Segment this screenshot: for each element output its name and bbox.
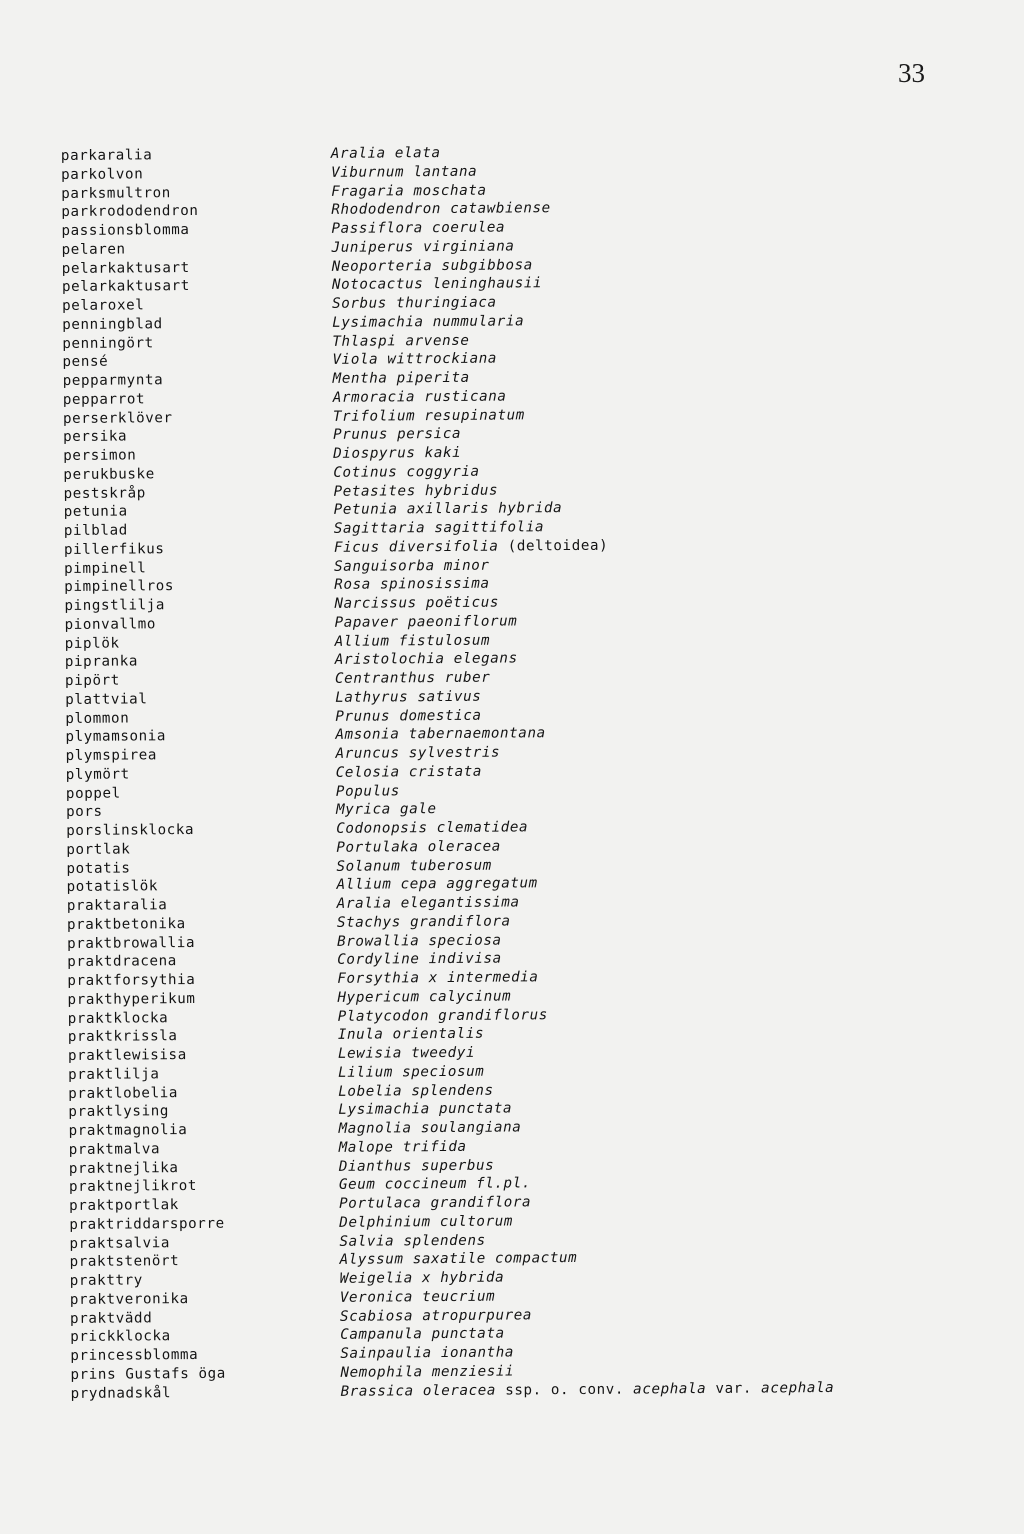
latin-name xyxy=(335,706,481,726)
latin-name xyxy=(334,518,544,538)
latin-part: Platycodon grandiflorus xyxy=(337,1006,548,1025)
latin-name xyxy=(335,650,518,670)
latin-name xyxy=(341,1378,835,1401)
swedish-name: praktklocka xyxy=(67,1009,169,1027)
swedish-name: pestskråp xyxy=(63,484,146,502)
swedish-name: praktportlak xyxy=(69,1197,179,1214)
latin-name xyxy=(335,669,491,689)
latin-part: Lysimachia nummularia xyxy=(332,313,525,331)
swedish-name: pipört xyxy=(64,672,120,689)
swedish-name: praktmalva xyxy=(68,1140,161,1158)
swedish-name: prakthyperikum xyxy=(67,990,196,1008)
swedish-name: pelarkaktusart xyxy=(61,278,190,296)
latin-part: Sagittaria sagittifolia xyxy=(333,519,545,537)
latin-part: Petunia axillaris hybrida xyxy=(333,500,563,519)
swedish-name: praktlysing xyxy=(68,1103,170,1121)
latin-name xyxy=(336,744,501,764)
latin-name xyxy=(331,162,477,182)
latin-name xyxy=(337,893,520,913)
latin-part: Diospyrus kaki xyxy=(333,444,462,462)
latin-name xyxy=(338,1044,475,1064)
latin-part: Rosa spinosissima xyxy=(334,575,490,594)
latin-part: Fragaria moschata xyxy=(331,182,487,200)
latin-part: Forsythia x intermedia xyxy=(337,969,539,987)
latin-part: Brassica oleracea xyxy=(340,1382,497,1400)
swedish-name: passionsblomma xyxy=(61,221,190,239)
latin-name xyxy=(337,931,502,951)
latin-name xyxy=(335,631,491,651)
latin-name xyxy=(336,762,482,782)
latin-part: Viola wittrockiana xyxy=(332,350,498,369)
latin-name xyxy=(333,369,470,389)
swedish-name: petunia xyxy=(63,503,128,521)
latin-name xyxy=(332,294,497,314)
latin-part: Allium fistulosum xyxy=(334,632,491,650)
latin-name xyxy=(340,1343,514,1363)
swedish-name: pipranka xyxy=(64,653,139,671)
latin-part: Trifolium resupinatum xyxy=(332,406,525,425)
latin-name xyxy=(334,575,490,595)
swedish-name: pingstlilja xyxy=(64,597,166,614)
latin-part: Cordyline indivisa xyxy=(337,950,502,969)
latin-name xyxy=(332,256,533,276)
swedish-name: plommon xyxy=(65,709,130,727)
latin-part: Magnolia soulangiana xyxy=(338,1119,522,1137)
latin-part: Lilium speciosum xyxy=(338,1063,485,1081)
swedish-name: pimpinellros xyxy=(64,578,175,596)
latin-name xyxy=(338,1062,484,1082)
swedish-name: pepparrot xyxy=(62,391,146,408)
swedish-name: praktsalvia xyxy=(69,1234,171,1252)
latin-part: Prunus persica xyxy=(333,426,462,444)
latin-part: Viburnum lantana xyxy=(330,163,478,181)
latin-part: Scabiosa atropurpurea xyxy=(339,1306,533,1325)
latin-part: Geum coccineum fl.pl. xyxy=(338,1175,532,1194)
latin-name xyxy=(335,687,481,707)
latin-name xyxy=(334,536,608,557)
latin-part: Amsonia tabernaemontana xyxy=(335,725,546,744)
latin-name xyxy=(333,444,461,464)
swedish-name: pensé xyxy=(62,353,109,371)
swedish-name: praktvädd xyxy=(69,1309,153,1327)
latin-part: Allium cepa aggregatum xyxy=(336,875,538,894)
swedish-name: prydnadskål xyxy=(70,1384,172,1402)
swedish-name: prins Gustafs öga xyxy=(70,1365,226,1383)
latin-name xyxy=(332,331,469,351)
latin-part: Myrica gale xyxy=(335,801,437,819)
latin-part: Salvia splendens xyxy=(339,1232,486,1250)
latin-name xyxy=(337,968,538,988)
latin-part: Sainpaulia ionantha xyxy=(340,1344,515,1362)
swedish-name: potatis xyxy=(66,859,131,877)
swedish-name: pelaren xyxy=(61,241,126,258)
latin-part: Lewisia tweedyi xyxy=(337,1044,476,1062)
swedish-name: praktlilja xyxy=(68,1065,160,1083)
latin-name xyxy=(332,350,497,370)
swedish-name: pelarkaktusart xyxy=(61,259,190,277)
swedish-name: princessblomma xyxy=(70,1346,199,1364)
swedish-name: praktlobelia xyxy=(68,1084,179,1102)
latin-name xyxy=(340,1269,505,1289)
latin-name xyxy=(340,1362,514,1382)
latin-part: Veronica teucrium xyxy=(339,1288,496,1306)
latin-name xyxy=(337,987,511,1007)
latin-name xyxy=(331,199,551,219)
swedish-name: perukbuske xyxy=(63,466,155,483)
latin-part: Papaver paeoniflorum xyxy=(334,613,518,631)
latin-name xyxy=(338,1006,548,1026)
latin-name xyxy=(337,912,511,932)
latin-part: Aristolochia elegans xyxy=(334,650,518,669)
latin-part: Alyssum saxatile compactum xyxy=(339,1250,578,1269)
latin-name xyxy=(331,144,441,164)
latin-name xyxy=(340,1325,505,1345)
plant-name-list xyxy=(0,139,1024,1403)
latin-upright-part: (deltoidea) xyxy=(498,537,609,555)
latin-part: Juniperus virginiana xyxy=(331,238,515,256)
latin-name xyxy=(333,481,498,501)
swedish-name: praktbrowallia xyxy=(67,934,196,952)
swedish-name: plymört xyxy=(65,766,130,783)
latin-name xyxy=(339,1138,467,1158)
swedish-name: plymamsonia xyxy=(65,728,167,746)
swedish-name: penningblad xyxy=(62,315,163,333)
swedish-name: parksmultron xyxy=(61,184,171,202)
swedish-name: porslinsklocka xyxy=(66,821,195,839)
latin-part: Weigelia x hybrida xyxy=(339,1269,505,1287)
latin-part: Lysimachia punctata xyxy=(338,1100,513,1119)
latin-name xyxy=(333,387,507,407)
latin-part: Passiflora coerulea xyxy=(331,219,506,237)
swedish-name: praktnejlikrot xyxy=(68,1178,198,1196)
swedish-name: parkolvon xyxy=(60,166,144,183)
latin-part: Delphinium cultorum xyxy=(339,1213,514,1231)
swedish-name: praktveronika xyxy=(69,1290,189,1308)
swedish-name: praktlewisisa xyxy=(67,1047,187,1064)
latin-part: Nemophila menziesii xyxy=(340,1363,515,1381)
swedish-name: pepparmynta xyxy=(62,372,164,389)
swedish-name: plymspirea xyxy=(65,747,158,764)
swedish-name: praktnejlika xyxy=(68,1159,179,1177)
latin-part: Thlaspi arvense xyxy=(332,332,470,350)
latin-part: Portulaca grandiflora xyxy=(339,1194,532,1212)
latin-part: Cotinus coggyria xyxy=(333,463,480,481)
latin-part: Centranthus ruber xyxy=(334,669,491,687)
swedish-name: parkaralia xyxy=(60,147,153,164)
latin-tail-part: acephala xyxy=(633,1380,707,1398)
swedish-name: portlak xyxy=(66,841,131,858)
latin-part: Campanula punctata xyxy=(340,1325,505,1344)
latin-part: Lobelia splendens xyxy=(338,1082,494,1100)
latin-name xyxy=(336,856,492,876)
latin-part: Lathyrus sativus xyxy=(335,688,482,706)
latin-part: Petasites hybridus xyxy=(333,482,499,500)
latin-name xyxy=(339,1193,531,1213)
latin-name xyxy=(332,237,515,257)
latin-part: Aralia elegantissima xyxy=(336,894,520,912)
latin-part: Hypericum calycinum xyxy=(337,988,512,1006)
latin-name xyxy=(337,950,502,970)
latin-part: Neoporteria subgibbosa xyxy=(331,256,533,275)
swedish-name: penningört xyxy=(62,334,154,352)
latin-part: Sorbus thuringiaca xyxy=(331,294,497,312)
latin-name xyxy=(336,837,501,857)
swedish-name: persimon xyxy=(63,447,137,464)
swedish-name: praktforsythia xyxy=(67,971,196,989)
latin-part: Browallia speciosa xyxy=(337,932,502,950)
swedish-name: pelaroxel xyxy=(62,297,145,314)
latin-name xyxy=(334,556,490,576)
latin-part: Stachys grandiflora xyxy=(336,913,511,931)
latin-name xyxy=(339,1175,531,1195)
latin-name xyxy=(338,1081,494,1101)
swedish-name: pilblad xyxy=(63,522,128,539)
latin-name xyxy=(339,1212,513,1232)
latin-name xyxy=(338,1118,521,1138)
latin-part: Aralia elata xyxy=(330,145,441,162)
latin-name xyxy=(332,274,542,294)
latin-name xyxy=(339,1156,495,1176)
swedish-name: piplök xyxy=(64,635,120,652)
latin-name xyxy=(340,1306,532,1326)
latin-part: Codonopsis clematidea xyxy=(336,819,529,837)
latin-name xyxy=(335,724,545,744)
swedish-name: persika xyxy=(63,428,128,446)
latin-name xyxy=(336,818,528,838)
swedish-name: potatislök xyxy=(66,878,159,896)
swedish-name: praktmagnolia xyxy=(68,1122,188,1139)
swedish-name: pimpinell xyxy=(64,559,147,577)
latin-name xyxy=(336,782,400,801)
swedish-name: perserklöver xyxy=(62,409,173,427)
latin-part: Celosia cristata xyxy=(335,763,483,781)
swedish-name: praktriddarsporre xyxy=(69,1215,225,1233)
latin-part: Inula orientalis xyxy=(337,1025,485,1044)
swedish-name: praktstenört xyxy=(69,1253,180,1271)
latin-name xyxy=(337,875,538,895)
latin-part: Narcissus poëticus xyxy=(334,594,500,612)
latin-part: Mentha piperita xyxy=(332,369,470,387)
swedish-name: parkrododendron xyxy=(61,203,199,221)
swedish-name: praktkrissla xyxy=(67,1028,178,1046)
swedish-name: praktdracena xyxy=(67,953,177,971)
swedish-name: prakttry xyxy=(69,1272,143,1289)
latin-part: Sanguisorba minor xyxy=(334,557,490,575)
latin-part: Malope trifida xyxy=(338,1138,467,1156)
latin-name xyxy=(336,800,437,820)
latin-name xyxy=(338,1025,484,1045)
latin-upright-part: ssp. o. conv. xyxy=(495,1381,634,1399)
swedish-name: prickklocka xyxy=(70,1328,171,1346)
latin-name xyxy=(334,612,517,632)
swedish-name: praktbetonika xyxy=(66,915,186,933)
latin-part: Prunus domestica xyxy=(335,707,482,725)
latin-name xyxy=(338,1100,512,1120)
latin-tail2-part: acephala xyxy=(761,1379,835,1397)
swedish-name: praktaralia xyxy=(66,897,168,914)
page-number: 33 xyxy=(898,58,925,88)
latin-name xyxy=(333,406,525,426)
latin-name xyxy=(333,425,461,445)
latin-part: Ficus diversifolia xyxy=(333,538,499,556)
latin-name xyxy=(340,1287,496,1307)
latin-name xyxy=(331,219,505,239)
swedish-name: poppel xyxy=(65,785,121,802)
latin-part: Solanum tuberosum xyxy=(336,857,492,875)
latin-part: Portulaka oleracea xyxy=(336,838,501,856)
latin-name xyxy=(332,312,524,332)
swedish-name: pionvallmo xyxy=(64,616,157,633)
latin-name xyxy=(339,1231,485,1251)
swedish-name: plattvial xyxy=(65,691,148,708)
latin-part: Armoracia rusticana xyxy=(332,388,507,406)
latin-part: Populus xyxy=(335,782,400,800)
latin-upright2-part: var. xyxy=(706,1380,762,1397)
latin-part: Notocactus leninghausii xyxy=(331,275,543,294)
latin-part: Rhododendron catawbiense xyxy=(331,200,551,219)
latin-name xyxy=(334,499,563,520)
swedish-name: pillerfikus xyxy=(63,540,165,558)
latin-name xyxy=(340,1249,578,1270)
latin-name xyxy=(334,594,499,614)
latin-part: Aruncus sylvestris xyxy=(335,744,501,762)
latin-name xyxy=(333,462,479,482)
latin-part: Dianthus superbus xyxy=(338,1157,495,1175)
latin-name xyxy=(331,181,487,201)
swedish-name: pors xyxy=(65,803,103,821)
